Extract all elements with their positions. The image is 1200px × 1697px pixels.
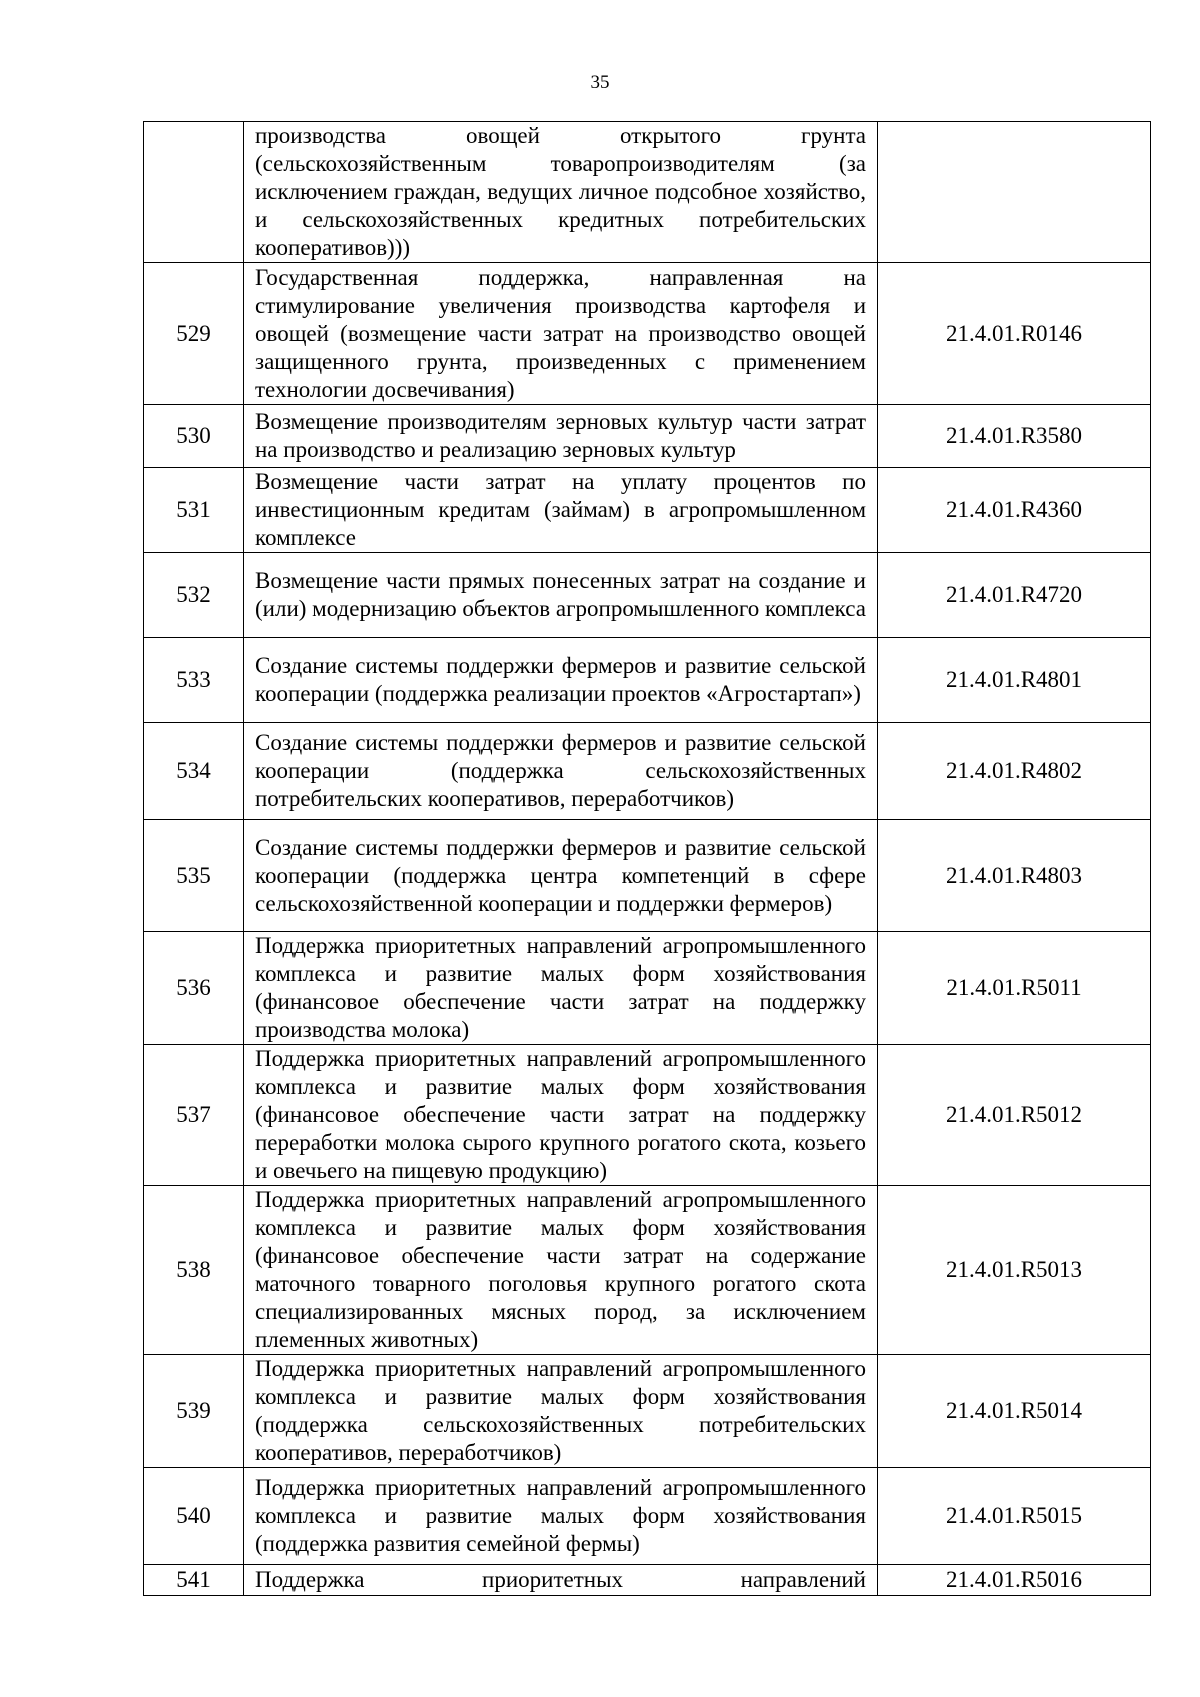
row-description: производства овощей открытого грунта (сельскохозяйственным товаропроизводителям (за исключением граждан, ведущих личное подсобное хозяйство, и сельскохозяйственных кредитных потребительских кооперативов))) (244, 122, 878, 263)
row-description: Возмещение части затрат на уплату процентов по инвестиционным кредитам (займам) в агропромышленном комплексе (244, 468, 878, 553)
row-code: 21.4.01.R4802 (878, 723, 1151, 820)
row-number (144, 122, 244, 263)
row-number: 535 (144, 820, 244, 932)
row-description: Поддержка приоритетных направлений агропромышленного комплекса и развитие малых форм хозяйствования (поддержка развития семейной фермы) (244, 1468, 878, 1565)
table-row (144, 638, 1151, 723)
row-description: Поддержка приоритетных направлений агропромышленного комплекса и развитие малых форм хозяйствования (финансовое обеспечение части затрат на поддержку производства молока) (244, 932, 878, 1045)
row-code: 21.4.01.R4720 (878, 553, 1151, 638)
table-row (144, 1468, 1151, 1565)
table-row (144, 122, 1151, 263)
row-description: Поддержка приоритетных направлений агропромышленного комплекса и развитие малых форм хозяйствования (поддержка сельскохозяйственных потребительских кооперативов, переработчиков) (244, 1355, 878, 1468)
table-row (144, 932, 1151, 1045)
row-code: 21.4.01.R4360 (878, 468, 1151, 553)
row-description: Создание системы поддержки фермеров и развитие сельской кооперации (поддержка центра компетенций в сфере сельскохозяйственной кооперации и поддержки фермеров) (244, 820, 878, 932)
table-row (144, 820, 1151, 932)
row-number: 534 (144, 723, 244, 820)
row-code: 21.4.01.R5016 (878, 1565, 1151, 1596)
row-code: 21.4.01.R5014 (878, 1355, 1151, 1468)
row-code (878, 122, 1151, 263)
page-number: 35 (590, 72, 610, 93)
row-number: 531 (144, 468, 244, 553)
table-row (144, 1565, 1151, 1596)
row-number: 532 (144, 553, 244, 638)
row-number: 541 (144, 1565, 244, 1596)
row-number: 540 (144, 1468, 244, 1565)
row-number: 537 (144, 1045, 244, 1186)
table-row (144, 263, 1151, 405)
row-code: 21.4.01.R3580 (878, 405, 1151, 468)
row-description: Государственная поддержка, направленная на стимулирование увеличения производства картофеля и овощей (возмещение части затрат на производство овощей защищенного грунта, произведенных с применением технологии досвечивания) (244, 263, 878, 405)
row-description: Поддержка приоритетных направлений (244, 1565, 878, 1596)
row-number: 530 (144, 405, 244, 468)
table-row (144, 1186, 1151, 1355)
row-code: 21.4.01.R5013 (878, 1186, 1151, 1355)
table-row (144, 723, 1151, 820)
row-code: 21.4.01.R5011 (878, 932, 1151, 1045)
row-description: Поддержка приоритетных направлений агропромышленного комплекса и развитие малых форм хозяйствования (финансовое обеспечение части затрат на поддержку переработки молока сырого крупного рогатого скота, козьего и овечьего на пищевую продукцию) (244, 1045, 878, 1186)
row-code: 21.4.01.R5015 (878, 1468, 1151, 1565)
row-description: Возмещение части прямых понесенных затрат на создание и (или) модернизацию объектов агропромышленного комплекса (244, 553, 878, 638)
row-number: 539 (144, 1355, 244, 1468)
table-row (144, 1355, 1151, 1468)
row-code: 21.4.01.R4801 (878, 638, 1151, 723)
row-number: 529 (144, 263, 244, 405)
row-code: 21.4.01.R5012 (878, 1045, 1151, 1186)
row-description: Создание системы поддержки фермеров и развитие сельской кооперации (поддержка реализации проектов «Агростартап») (244, 638, 878, 723)
row-code: 21.4.01.R0146 (878, 263, 1151, 405)
row-description: Поддержка приоритетных направлений агропромышленного комплекса и развитие малых форм хозяйствования (финансовое обеспечение части затрат на содержание маточного товарного поголовья крупного рогатого скота специализированных мясных пород, за исключением племенных животных) (244, 1186, 878, 1355)
row-number: 533 (144, 638, 244, 723)
table-row (144, 1045, 1151, 1186)
table-row (144, 468, 1151, 553)
budget-classification-table (143, 121, 1151, 1596)
table-row (144, 405, 1151, 468)
table-row (144, 553, 1151, 638)
row-number: 536 (144, 932, 244, 1045)
row-description: Создание системы поддержки фермеров и развитие сельской кооперации (поддержка сельскохозяйственных потребительских кооперативов, переработчиков) (244, 723, 878, 820)
row-code: 21.4.01.R4803 (878, 820, 1151, 932)
row-description: Возмещение производителям зерновых культур части затрат на производство и реализацию зерновых культур (244, 405, 878, 468)
row-number: 538 (144, 1186, 244, 1355)
